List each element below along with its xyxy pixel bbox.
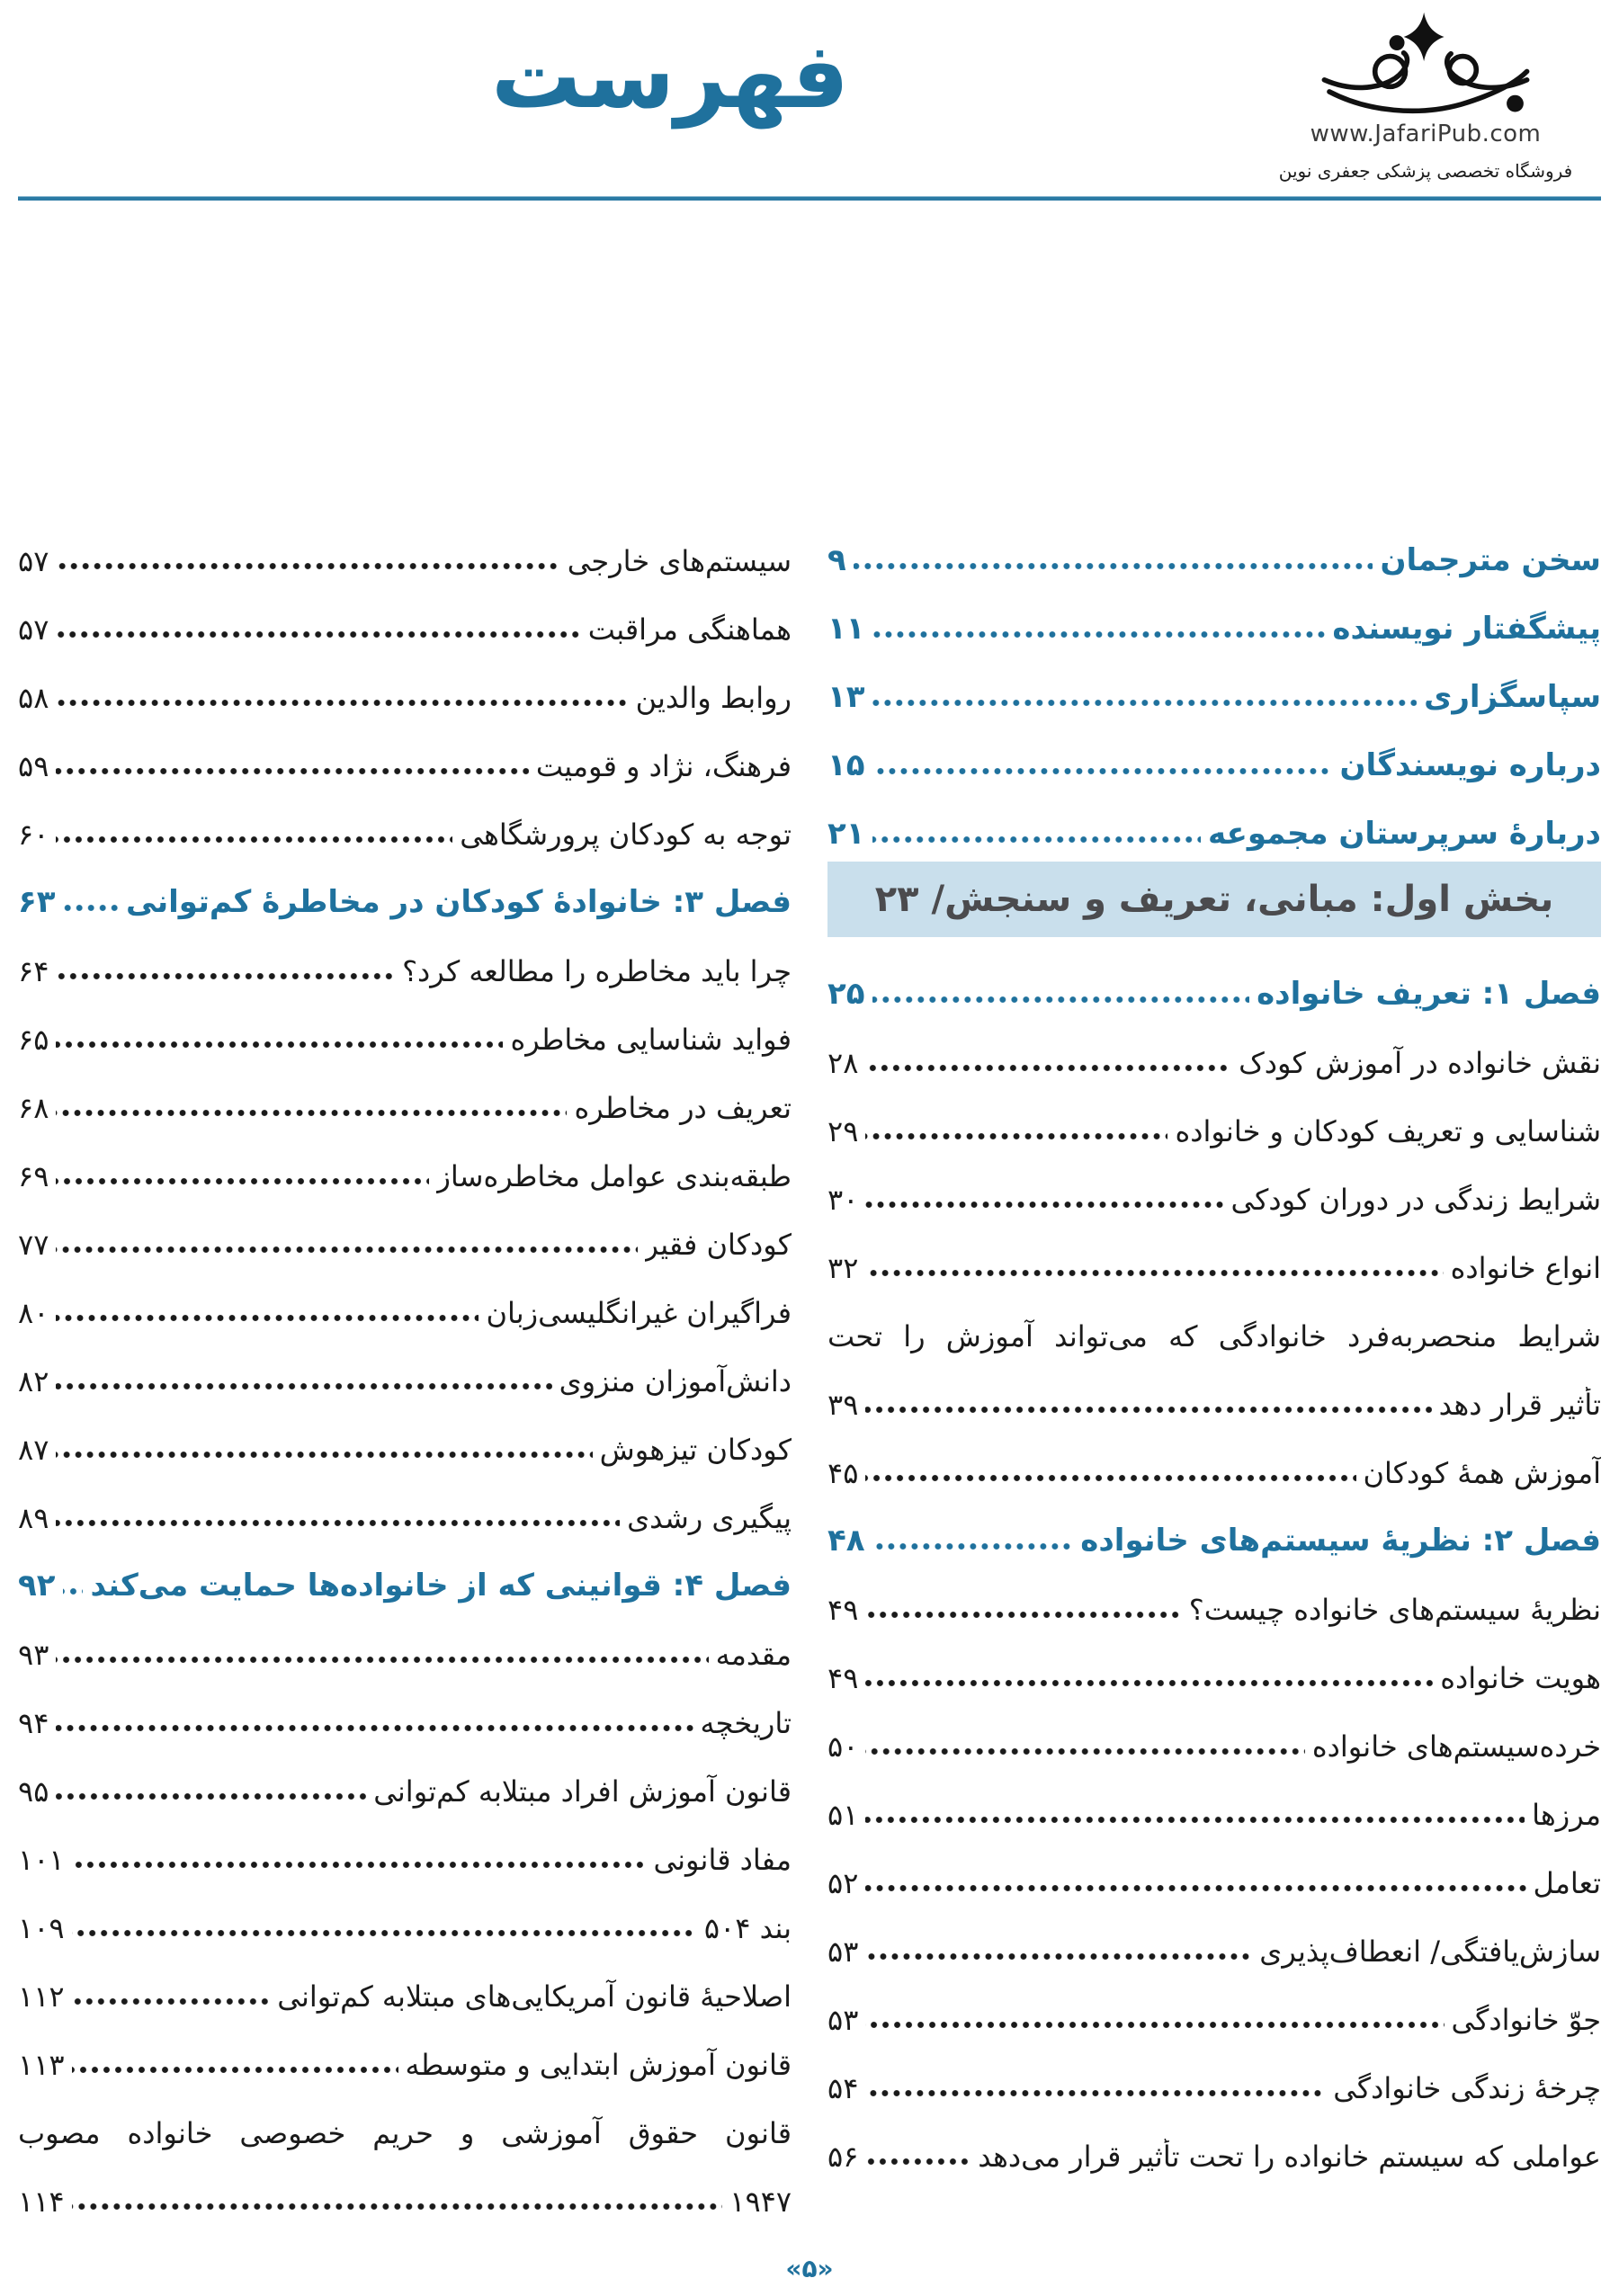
toc-page-number: ۵۷: [18, 612, 49, 647]
toc-page-number: ۵۳: [827, 1934, 859, 1969]
dot-leader: [865, 1474, 1355, 1482]
toc-entry-label: جوّ خانوادگی: [1451, 2003, 1601, 2037]
dot-leader: [56, 630, 580, 639]
dot-leader: [865, 2021, 1444, 2029]
footer-page-number: «۵»: [785, 2254, 834, 2283]
toc-page-number: ۱۱۴: [18, 2184, 65, 2219]
toc-entry-label: قانون آموزش ابتدایی و متوسطه: [405, 2048, 792, 2082]
toc-page-number: ۷۷: [18, 1228, 49, 1262]
toc-entry-label: دربارۀ سرپرستان مجموعه: [1208, 815, 1601, 852]
dot-leader: [56, 1451, 592, 1459]
toc-entry[interactable]: [18, 2151, 792, 2220]
dot-leader: [63, 1587, 84, 1595]
toc-entry[interactable]: [18, 1604, 792, 1673]
dot-leader: [56, 1792, 366, 1800]
page-title: فهرست: [491, 23, 849, 129]
toc-page-number: ۶۵: [18, 1023, 49, 1057]
publisher-logo: [1273, 9, 1579, 182]
toc-page-number: ۴۵: [827, 1456, 859, 1490]
toc-page-number: ۳۰: [827, 1183, 859, 1217]
toc-entry[interactable]: [827, 1970, 1601, 2038]
toc-entry-label: فواید شناسایی مخاطره: [510, 1023, 792, 1057]
toc-page-number: ۸۰: [18, 1296, 49, 1330]
toc-entry[interactable]: [827, 1149, 1601, 1218]
table-of-contents: [18, 511, 1601, 2220]
dot-leader: [72, 1861, 647, 1869]
toc-entry[interactable]: [827, 1218, 1601, 1286]
toc-entry-label: پیگیری رشدی: [627, 1501, 792, 1535]
toc-entry[interactable]: [827, 1696, 1601, 1764]
toc-entry[interactable]: [827, 2038, 1601, 2106]
dot-leader: [56, 767, 528, 775]
toc-page-number: ۳۲: [827, 1251, 859, 1285]
toc-entry-label: تعریف در مخاطره: [574, 1091, 792, 1125]
toc-entry-label: تأثیر قرار دهد: [1438, 1388, 1601, 1422]
toc-entry-label: هماهنگی مراقبت: [587, 612, 792, 647]
toc-entry-label: سپاسگزاری: [1424, 678, 1601, 715]
toc-entry[interactable]: [18, 784, 792, 853]
toc-page-number: ۸۷: [18, 1433, 49, 1467]
toc-chapter-entry[interactable]: [18, 1536, 792, 1604]
toc-entry[interactable]: [827, 511, 1601, 579]
toc-page-number: ۶۴: [18, 954, 49, 988]
toc-entry-label: سازش‌یافتگی/ انعطاف‌پذیری: [1259, 1934, 1601, 1969]
toc-entry[interactable]: [827, 1354, 1601, 1423]
dot-leader: [865, 1132, 1167, 1140]
section-header: بخش اول: مبانی، تعریف و سنجش/ ۲۳: [827, 862, 1601, 937]
dot-leader: [56, 699, 628, 707]
toc-entry[interactable]: [18, 648, 792, 716]
dot-leader: [865, 1747, 1304, 1756]
toc-entry-label: کودکان فقیر: [644, 1228, 792, 1262]
toc-page-number: ۶۰: [18, 817, 49, 852]
toc-entry[interactable]: [827, 1423, 1601, 1491]
toc-page-number: ۹۲: [18, 1567, 56, 1604]
toc-page-number: ۱۱۳: [18, 2048, 65, 2082]
publisher-tagline: فروشگاه تخصصی پزشکی جعفری نوین: [1278, 160, 1573, 182]
dot-leader: [865, 1064, 1231, 1072]
toc-entry[interactable]: [18, 511, 792, 579]
dot-leader: [63, 904, 119, 912]
toc-entry[interactable]: [18, 716, 792, 784]
toc-right-column: [827, 511, 1601, 2220]
toc-page-number: ۵۶: [827, 2140, 859, 2174]
toc-page-number: ۸۹: [18, 1501, 49, 1535]
dot-leader: [865, 1816, 1525, 1824]
toc-entry-label: سیستم‌های خارجی: [567, 544, 792, 578]
toc-page-number: ۵۱: [827, 1798, 859, 1832]
toc-entry[interactable]: [827, 1013, 1601, 1081]
dot-leader: [56, 1041, 503, 1049]
toc-entry-label: کودکان تیزهوش: [599, 1433, 792, 1467]
toc-entry-label: شناسایی و تعریف کودکان و خانواده: [1175, 1114, 1601, 1148]
dot-leader: [865, 1269, 1443, 1277]
toc-page-number: ۵۲: [827, 1866, 859, 1900]
toc-entry-label: هویت خانواده: [1440, 1661, 1601, 1695]
dot-leader: [56, 1314, 479, 1322]
dot-leader: [56, 1656, 708, 1664]
toc-entry[interactable]: [18, 1673, 792, 1741]
toc-entry[interactable]: [18, 1809, 792, 1878]
toc-chapter-entry[interactable]: [18, 853, 792, 921]
dot-leader: [56, 1177, 429, 1185]
dot-leader: [72, 1997, 271, 2006]
toc-entry-label: قانون آموزش افراد مبتلابه کم‌توانی: [373, 1774, 792, 1809]
toc-entry[interactable]: [18, 1741, 792, 1809]
toc-entry-label: فصل ۲: نظریۀ سیستم‌های خانواده: [1080, 1522, 1601, 1559]
toc-page-number: ۹۵: [18, 1774, 49, 1809]
toc-entry[interactable]: [827, 648, 1601, 716]
dot-leader: [72, 2202, 723, 2211]
toc-entry-wrapped-line[interactable]: [827, 1286, 1601, 1354]
toc-entry-label: پیشگفتار نویسنده: [1332, 610, 1601, 647]
toc-entry[interactable]: [18, 1468, 792, 1536]
dot-leader: [865, 2089, 1326, 2097]
toc-entry-label: قانون حقوق آموزشی و حریم خصوصی خانواده مصوب: [18, 2116, 792, 2150]
dot-leader: [865, 2158, 971, 2166]
toc-entry-label: شرایط زندگی در دوران کودکی: [1230, 1183, 1601, 1217]
toc-page-number: ۱۰۱: [18, 1843, 65, 1877]
toc-page-number: ۵۸: [18, 681, 49, 715]
toc-page-number: ۶۸: [18, 1091, 49, 1125]
dot-leader: [865, 1201, 1223, 1209]
toc-entry-label: فصل ۱: تعریف خانواده: [1257, 975, 1601, 1012]
toc-entry[interactable]: [18, 1946, 792, 2015]
toc-entry[interactable]: [18, 1331, 792, 1399]
dot-leader: [56, 1109, 567, 1117]
toc-page-number: ۱۱: [827, 610, 865, 647]
dot-leader: [56, 1382, 551, 1390]
dot-leader: [72, 2066, 398, 2074]
toc-entry-label: نظریۀ سیستم‌های خانواده چیست؟: [1188, 1593, 1601, 1627]
toc-page-number: ۵۹: [18, 749, 49, 783]
header-divider-rule: [18, 196, 1601, 201]
calligraphy-logo-icon: [1273, 9, 1579, 119]
toc-entry-label: اصلاحیۀ قانون آمریکایی‌های مبتلابه کم‌توانی: [277, 1979, 792, 2014]
toc-entry[interactable]: [18, 1126, 792, 1194]
dot-leader: [865, 1611, 1181, 1619]
toc-entry[interactable]: [827, 579, 1601, 648]
toc-entry-label: دانش‌آموزان منزوی: [559, 1364, 792, 1398]
dot-leader: [872, 767, 1333, 775]
dot-leader: [872, 699, 1418, 707]
toc-page-number: ۶۳: [18, 883, 56, 920]
toc-left-column: [18, 511, 792, 2220]
toc-page-number: ۳۹: [827, 1388, 859, 1422]
toc-entry-label: فصل ۴: قوانینی که از خانواده‌ها حمایت می‌کند: [90, 1567, 792, 1604]
toc-page-number: ۲۵: [827, 975, 865, 1012]
toc-entry-label: تاریخچه: [700, 1706, 792, 1740]
dot-leader: [854, 562, 1373, 570]
toc-entry-label: فرهنگ، نژاد و قومیت: [535, 749, 792, 783]
toc-entry-label: مرزها: [1532, 1798, 1601, 1832]
toc-entry[interactable]: [18, 989, 792, 1058]
toc-entry-label: نقش خانواده در آموزش کودک: [1239, 1046, 1601, 1080]
toc-entry-label: ۱۹۴۷: [729, 2184, 792, 2219]
toc-page-number: ۱۱۲: [18, 1979, 65, 2014]
dot-leader: [72, 1929, 697, 1937]
toc-entry-label: فصل ۳: خانوادۀ کودکان در مخاطرۀ کم‌توانی: [125, 883, 792, 920]
toc-chapter-entry[interactable]: [827, 944, 1601, 1013]
toc-entry[interactable]: [18, 921, 792, 989]
toc-entry-label: بند ۵۰۴: [703, 1911, 792, 1945]
toc-entry-label: فراگیران غیرانگلیسی‌زبان: [486, 1296, 792, 1330]
toc-entry[interactable]: [827, 1081, 1601, 1149]
toc-page-number: ۴۸: [827, 1522, 865, 1559]
toc-entry[interactable]: [827, 716, 1601, 784]
toc-entry[interactable]: [18, 2015, 792, 2083]
dot-leader: [56, 1246, 637, 1254]
toc-entry[interactable]: [827, 1559, 1601, 1628]
dot-leader: [872, 1542, 1074, 1550]
toc-page-number: ۵۰: [827, 1729, 859, 1764]
toc-entry[interactable]: [827, 1901, 1601, 1970]
toc-entry[interactable]: [18, 1878, 792, 1946]
toc-page-number: ۹: [827, 541, 846, 578]
toc-entry-label: چرخۀ زندگی خانوادگی: [1333, 2071, 1601, 2105]
dot-leader: [872, 835, 1201, 844]
toc-entry[interactable]: [18, 1194, 792, 1263]
toc-entry[interactable]: [827, 1628, 1601, 1696]
toc-entry-label: شرایط منحصربه‌فرد خانوادگی که می‌تواند آموزش را تحت: [827, 1319, 1601, 1353]
toc-entry[interactable]: [827, 784, 1601, 853]
toc-entry[interactable]: [827, 1833, 1601, 1901]
toc-entry-label: مقدمه: [715, 1638, 792, 1672]
toc-page-number: ۵۳: [827, 2003, 859, 2037]
toc-page-number: ۹۴: [18, 1706, 49, 1740]
toc-page-number: ۲۸: [827, 1046, 859, 1080]
dot-leader: [872, 996, 1250, 1004]
toc-entry-label: درباره نویسندگان: [1339, 746, 1601, 783]
toc-entry-label: انواع خانواده: [1450, 1251, 1601, 1285]
toc-page-number: ۴۹: [827, 1661, 859, 1695]
dot-leader: [865, 1884, 1525, 1892]
toc-entry[interactable]: [827, 2106, 1601, 2175]
dot-leader: [865, 1679, 1433, 1687]
toc-entry-label: خرده‌سیستم‌های خانواده: [1311, 1729, 1601, 1764]
toc-chapter-entry[interactable]: [827, 1491, 1601, 1559]
toc-entry-label: طبقه‌بندی عوامل مخاطره‌ساز: [436, 1159, 792, 1193]
dot-leader: [56, 562, 559, 570]
dot-leader: [56, 972, 395, 980]
dot-leader: [872, 630, 1326, 639]
toc-entry-label: توجه به کودکان پرورشگاهی: [460, 817, 792, 852]
toc-entry-label: روابط والدین: [635, 681, 792, 715]
toc-page-number: ۴۹: [827, 1593, 859, 1627]
toc-entry[interactable]: [18, 1399, 792, 1468]
toc-page-number: ۸۲: [18, 1364, 49, 1398]
toc-entry-label: مفاد قانونی: [653, 1843, 792, 1877]
dot-leader: [56, 835, 452, 844]
publisher-website: www.JafariPub.com: [1310, 121, 1542, 147]
toc-entry[interactable]: [18, 1058, 792, 1126]
toc-page-number: ۲۱: [827, 815, 865, 852]
toc-page-number: ۱۰۹: [18, 1911, 65, 1945]
toc-page-number: ۱۵: [827, 746, 865, 783]
toc-entry[interactable]: [18, 1263, 792, 1331]
dot-leader: [865, 1406, 1431, 1414]
toc-page-number: ۹۳: [18, 1638, 49, 1672]
dot-leader: [865, 1952, 1252, 1961]
toc-entry-label: آموزش همۀ کودکان: [1363, 1456, 1601, 1490]
toc-page-number: ۶۹: [18, 1159, 49, 1193]
toc-page-number: ۵۷: [18, 544, 49, 578]
toc-page-number: ۱۳: [827, 678, 865, 715]
toc-entry-wrapped-line[interactable]: [18, 2083, 792, 2151]
toc-entry-label: چرا باید مخاطره را مطالعه کرد؟: [402, 954, 792, 988]
toc-page-number: ۵۴: [827, 2071, 859, 2105]
toc-entry-label: تعامل: [1533, 1866, 1601, 1900]
toc-page-number: ۲۹: [827, 1114, 859, 1148]
dot-leader: [56, 1519, 620, 1527]
toc-entry-label: سخن مترجمان: [1380, 541, 1601, 578]
toc-entry-label: عواملی که سیستم خانواده را تحت تأثیر قرار می‌دهد: [978, 2140, 1601, 2174]
toc-entry[interactable]: [18, 579, 792, 648]
toc-entry[interactable]: [827, 1764, 1601, 1833]
dot-leader: [56, 1724, 693, 1732]
